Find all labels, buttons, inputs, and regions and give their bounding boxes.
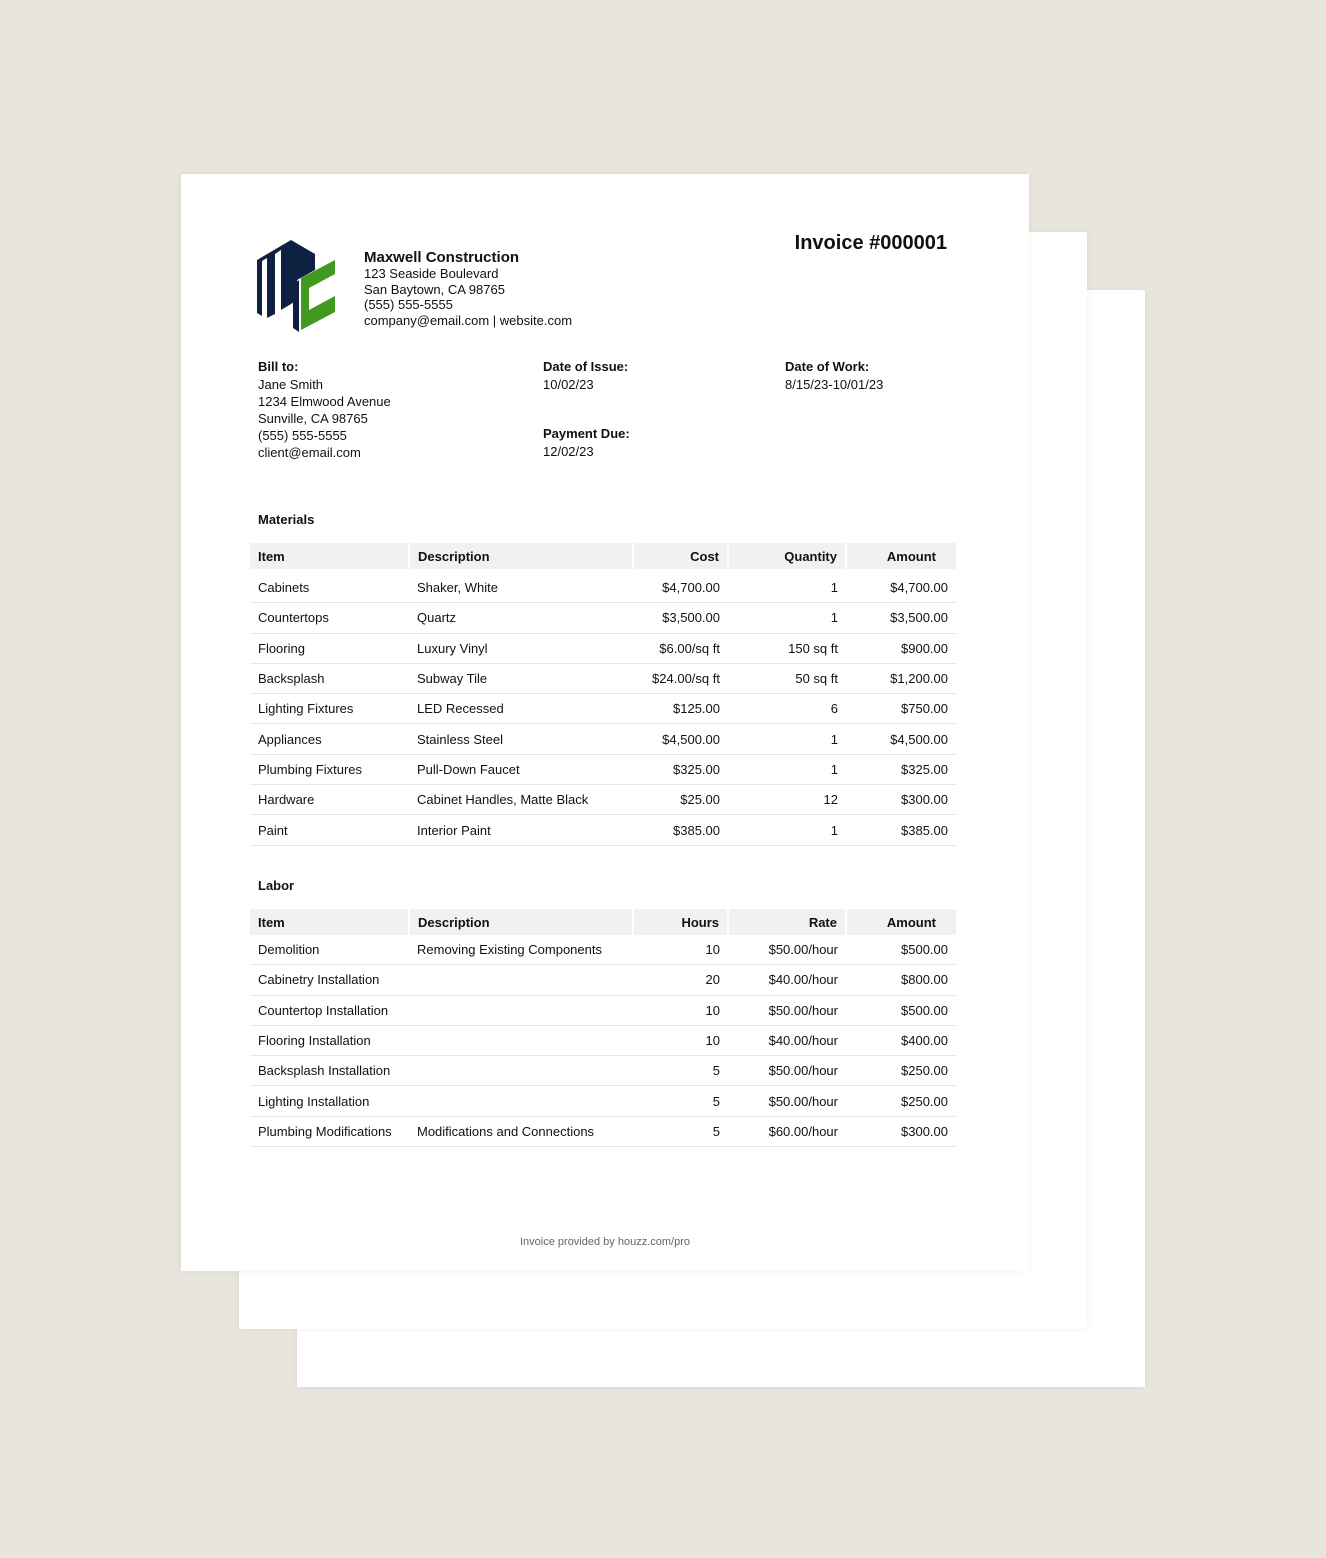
- quantity-cell: 50 sq ft: [728, 663, 846, 693]
- date-of-work-label: Date of Work:: [785, 359, 870, 374]
- table-row: [250, 663, 956, 693]
- item-cell: Backsplash: [250, 663, 409, 693]
- cost-cell: $25.00: [633, 785, 728, 815]
- hours-cell: 20: [633, 965, 728, 995]
- table-row: [250, 1056, 956, 1086]
- item-cell: Hardware: [250, 785, 409, 815]
- description-cell: Interior Paint: [409, 815, 633, 845]
- amount-cell: $500.00: [846, 995, 956, 1025]
- hours-cell: 5: [633, 1056, 728, 1086]
- payment-due-label: Payment Due:: [543, 426, 630, 441]
- amount-cell: $3,500.00: [846, 603, 956, 633]
- labor-header-item: Item: [250, 909, 409, 935]
- table-row: [250, 754, 956, 784]
- table-row: [250, 724, 956, 754]
- cost-cell: $4,500.00: [633, 724, 728, 754]
- payment-due-block: [543, 425, 630, 460]
- amount-cell: $750.00: [846, 694, 956, 724]
- amount-cell: $300.00: [846, 1116, 956, 1146]
- table-row: [250, 995, 956, 1025]
- quantity-cell: 1: [728, 815, 846, 845]
- rate-cell: $60.00/hour: [728, 1116, 846, 1146]
- rate-cell: $50.00/hour: [728, 935, 846, 965]
- rate-cell: $50.00/hour: [728, 1056, 846, 1086]
- description-cell: [409, 1025, 633, 1055]
- table-row: [250, 935, 956, 965]
- description-cell: LED Recessed: [409, 694, 633, 724]
- amount-cell: $900.00: [846, 633, 956, 663]
- date-of-work-value: 8/15/23-10/01/23: [785, 377, 884, 392]
- amount-cell: $4,500.00: [846, 724, 956, 754]
- materials-title: Materials: [258, 512, 315, 527]
- description-cell: Shaker, White: [409, 569, 633, 603]
- hours-cell: 5: [633, 1116, 728, 1146]
- rate-cell: $40.00/hour: [728, 965, 846, 995]
- company-name: Maxwell Construction: [364, 249, 520, 266]
- hours-cell: 10: [633, 995, 728, 1025]
- description-cell: [409, 965, 633, 995]
- date-of-issue-value: 10/02/23: [543, 377, 594, 392]
- amount-cell: $250.00: [846, 1056, 956, 1086]
- item-cell: Plumbing Modifications: [250, 1116, 409, 1146]
- labor-header-amount: Amount: [846, 909, 956, 935]
- item-cell: Countertop Installation: [250, 995, 409, 1025]
- table-row: [250, 785, 956, 815]
- labor-header-description: Description: [409, 909, 633, 935]
- company-address-line1: 123 Seaside Boulevard: [364, 266, 499, 281]
- labor-table: [250, 909, 956, 1147]
- cost-cell: $24.00/sq ft: [633, 663, 728, 693]
- date-of-work-block: [785, 358, 883, 393]
- description-cell: Removing Existing Components: [409, 935, 633, 965]
- description-cell: Modifications and Connections: [409, 1116, 633, 1146]
- description-cell: Subway Tile: [409, 663, 633, 693]
- cost-cell: $385.00: [633, 815, 728, 845]
- amount-cell: $4,700.00: [846, 569, 956, 603]
- description-cell: Pull-Down Faucet: [409, 754, 633, 784]
- item-cell: Plumbing Fixtures: [250, 754, 409, 784]
- quantity-cell: 150 sq ft: [728, 633, 846, 663]
- materials-header-description: Description: [409, 543, 633, 569]
- labor-header-row: [250, 909, 956, 935]
- table-row: [250, 815, 956, 845]
- materials-header-cost: Cost: [633, 543, 728, 569]
- quantity-cell: 1: [728, 724, 846, 754]
- table-row: [250, 633, 956, 663]
- description-cell: Stainless Steel: [409, 724, 633, 754]
- item-cell: Lighting Installation: [250, 1086, 409, 1116]
- description-cell: [409, 1056, 633, 1086]
- hours-cell: 10: [633, 935, 728, 965]
- description-cell: Quartz: [409, 603, 633, 633]
- item-cell: Paint: [250, 815, 409, 845]
- labor-header-rate: Rate: [728, 909, 846, 935]
- amount-cell: $385.00: [846, 815, 956, 845]
- table-row: [250, 569, 956, 603]
- cost-cell: $325.00: [633, 754, 728, 784]
- amount-cell: $1,200.00: [846, 663, 956, 693]
- client-name: Jane Smith: [258, 377, 324, 392]
- materials-header-amount: Amount: [846, 543, 956, 569]
- client-email: client@email.com: [258, 445, 361, 460]
- item-cell: Flooring: [250, 633, 409, 663]
- company-address-line2: San Baytown, CA 98765: [364, 281, 505, 297]
- item-cell: Countertops: [250, 603, 409, 633]
- company-phone: (555) 555-5555: [364, 297, 453, 312]
- mc-logo-icon: [257, 240, 339, 332]
- footer-credit: Invoice provided by houzz.com/pro: [520, 1236, 690, 1248]
- rate-cell: $50.00/hour: [728, 1086, 846, 1116]
- table-row: [250, 1025, 956, 1055]
- bill-to-block: [258, 358, 391, 461]
- amount-cell: $300.00: [846, 785, 956, 815]
- client-address-line1: 1234 Elmwood Avenue: [258, 394, 391, 409]
- hours-cell: 10: [633, 1025, 728, 1055]
- item-cell: Lighting Fixtures: [250, 694, 409, 724]
- quantity-cell: 1: [728, 603, 846, 633]
- labor-title: Labor: [258, 878, 295, 893]
- rate-cell: $50.00/hour: [728, 995, 846, 1025]
- amount-cell: $250.00: [846, 1086, 956, 1116]
- amount-cell: $400.00: [846, 1025, 956, 1055]
- company-contact: company@email.com | website.com: [364, 312, 573, 328]
- item-cell: Demolition: [250, 935, 409, 965]
- client-phone: (555) 555-5555: [258, 428, 347, 443]
- item-cell: Cabinetry Installation: [250, 965, 409, 995]
- cost-cell: $125.00: [633, 694, 728, 724]
- description-cell: [409, 995, 633, 1025]
- table-row: [250, 1116, 956, 1146]
- hours-cell: 5: [633, 1086, 728, 1116]
- quantity-cell: 6: [728, 694, 846, 724]
- table-row: [250, 965, 956, 995]
- payment-due-value: 12/02/23: [543, 444, 594, 459]
- table-row: [250, 603, 956, 633]
- invoice-page: [181, 174, 1029, 1271]
- rate-cell: $40.00/hour: [728, 1025, 846, 1055]
- cost-cell: $3,500.00: [633, 603, 728, 633]
- item-cell: Backsplash Installation: [250, 1056, 409, 1086]
- materials-header-quantity: Quantity: [728, 543, 846, 569]
- table-row: [250, 694, 956, 724]
- bill-to-label: Bill to:: [258, 359, 299, 374]
- description-cell: [409, 1086, 633, 1116]
- amount-cell: $325.00: [846, 754, 956, 784]
- materials-header-item: Item: [250, 543, 409, 569]
- item-cell: Appliances: [250, 724, 409, 754]
- client-address-line2: Sunville, CA 98765: [258, 411, 368, 426]
- cost-cell: $4,700.00: [633, 569, 728, 603]
- materials-header-row: [250, 543, 956, 569]
- quantity-cell: 12: [728, 785, 846, 815]
- quantity-cell: 1: [728, 754, 846, 784]
- quantity-cell: 1: [728, 569, 846, 603]
- table-row: [250, 1086, 956, 1116]
- company-info: [364, 249, 572, 328]
- materials-table: [250, 543, 956, 846]
- date-of-issue-block: [543, 358, 628, 393]
- description-cell: Luxury Vinyl: [409, 633, 633, 663]
- item-cell: Flooring Installation: [250, 1025, 409, 1055]
- item-cell: Cabinets: [250, 569, 409, 603]
- invoice-title: Invoice #000001: [794, 232, 947, 254]
- labor-header-hours: Hours: [633, 909, 728, 935]
- amount-cell: $800.00: [846, 965, 956, 995]
- cost-cell: $6.00/sq ft: [633, 633, 728, 663]
- amount-cell: $500.00: [846, 935, 956, 965]
- description-cell: Cabinet Handles, Matte Black: [409, 785, 633, 815]
- date-of-issue-label: Date of Issue:: [543, 359, 629, 374]
